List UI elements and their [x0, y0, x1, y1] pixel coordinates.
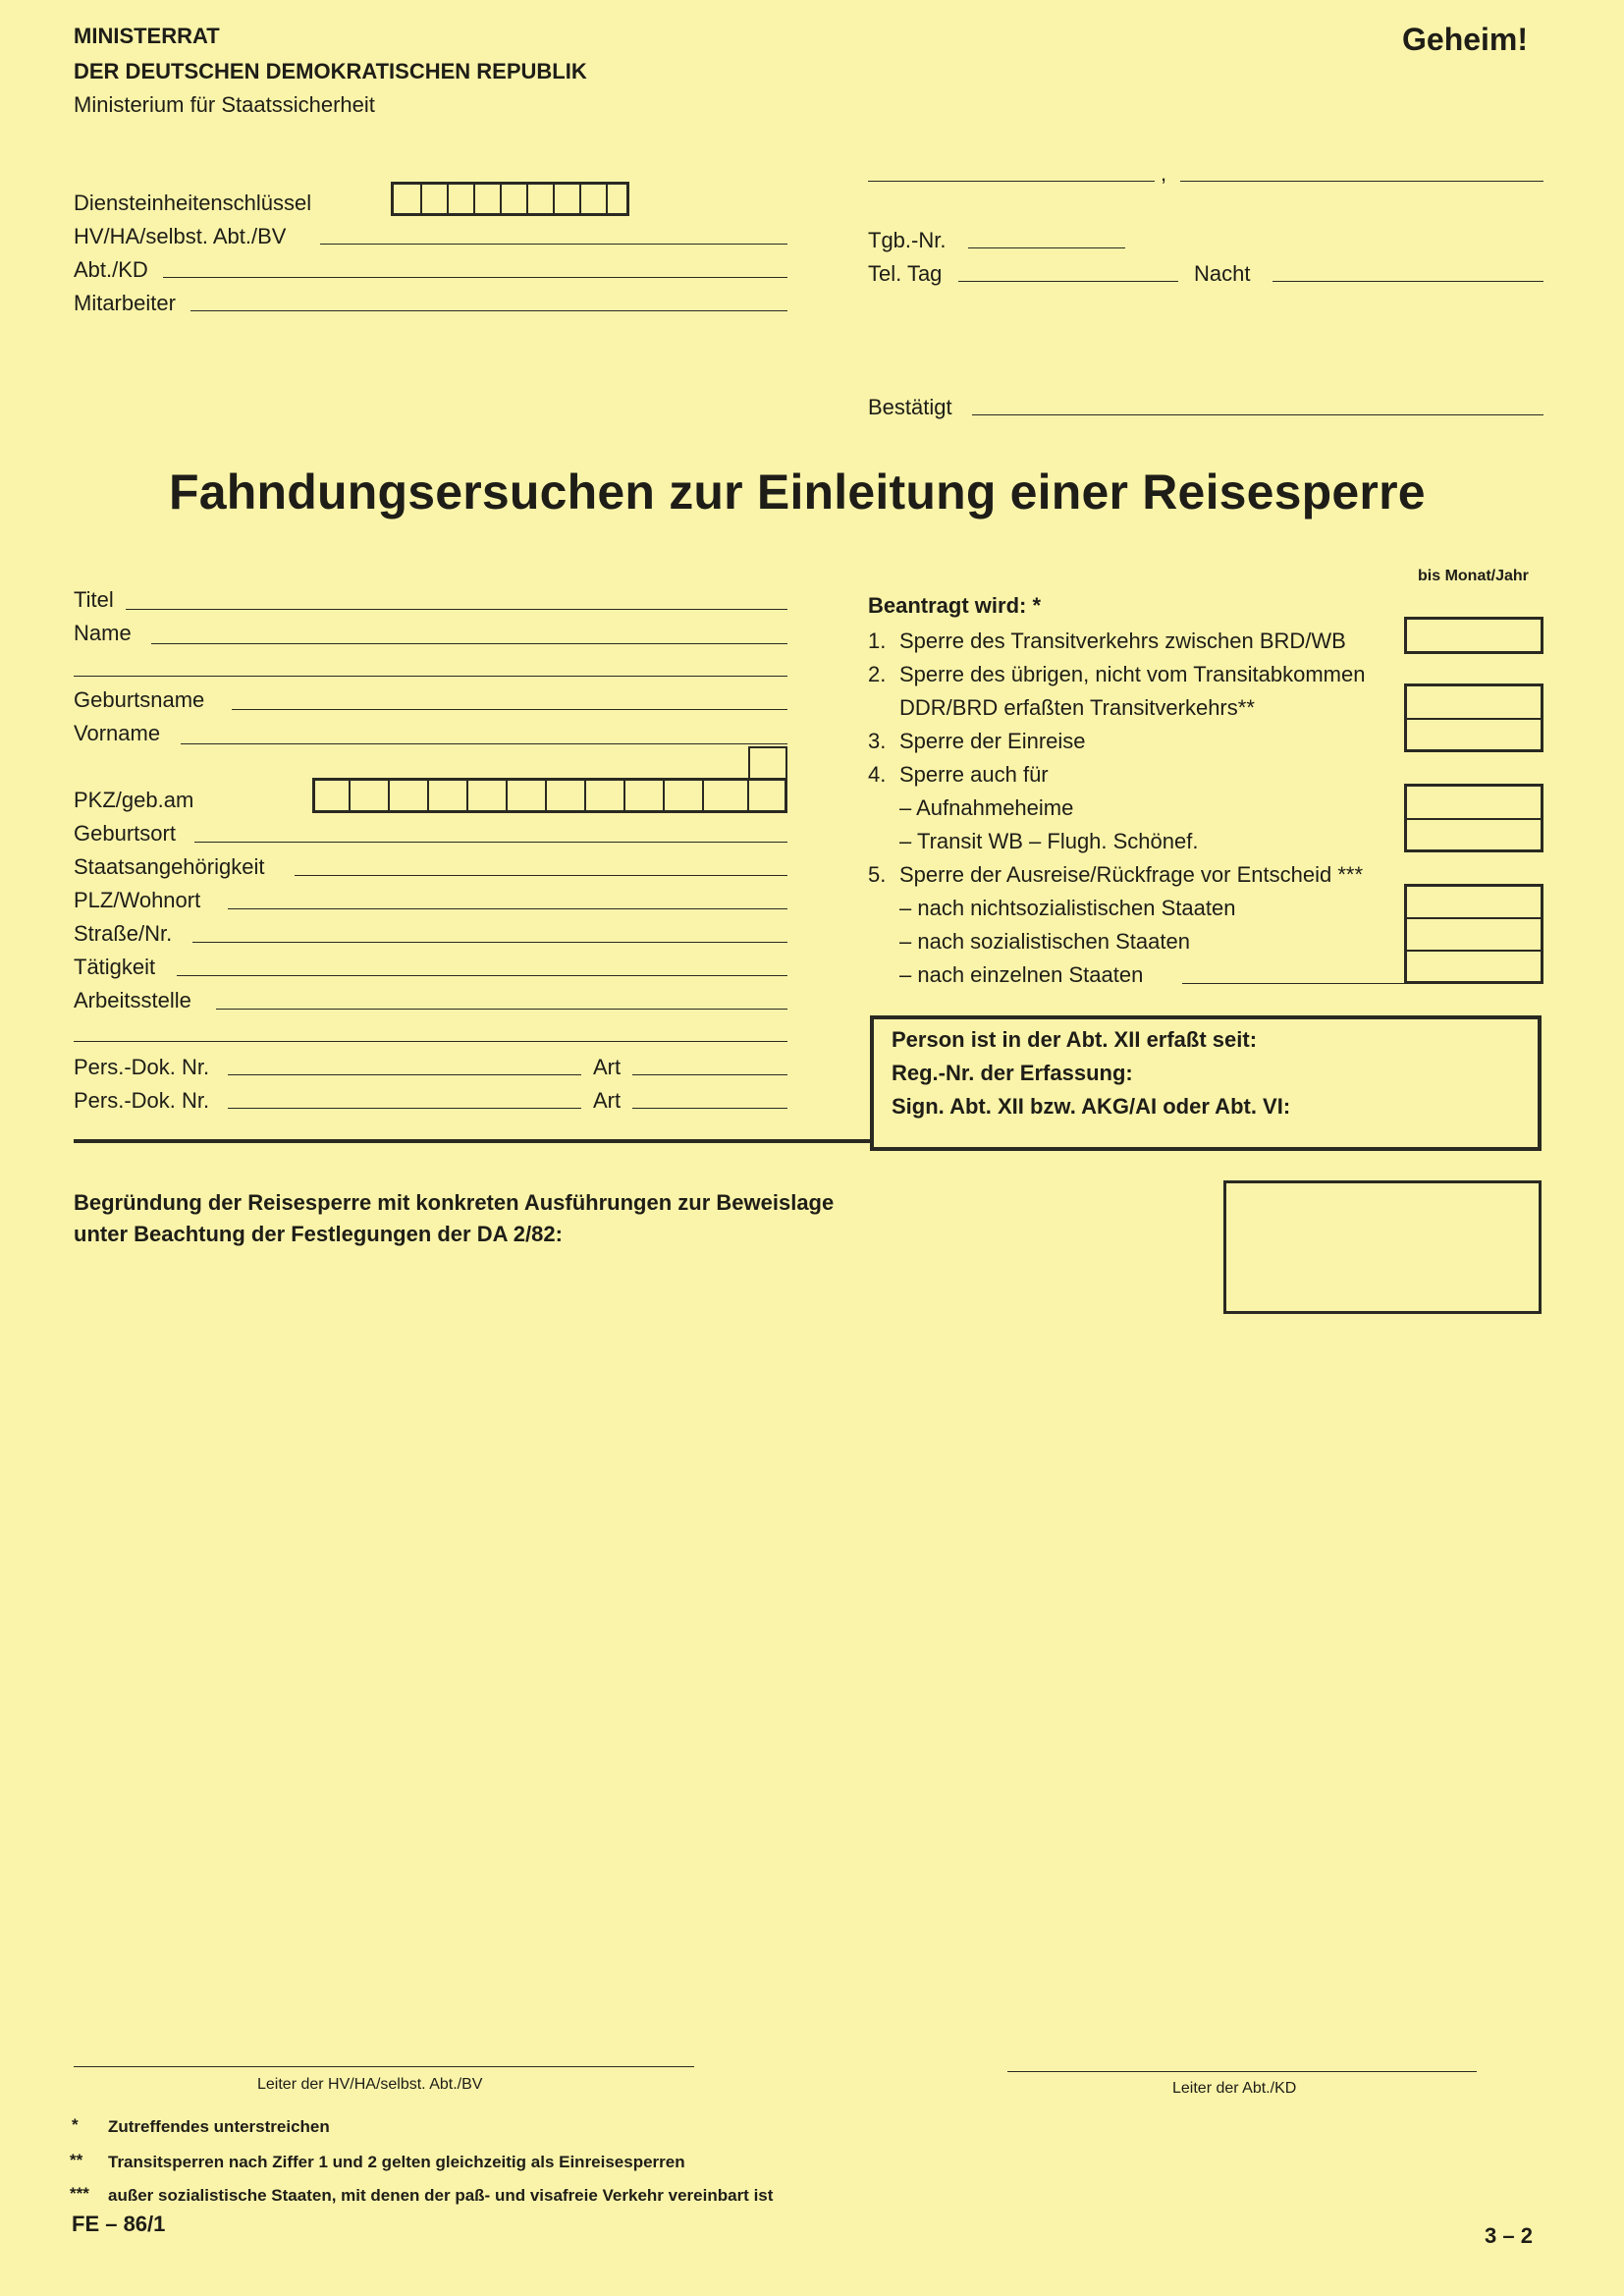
- item2-number: 2.: [868, 662, 887, 686]
- item5c-field[interactable]: [1182, 983, 1404, 984]
- form-title: Fahndungsersuchen zur Einleitung einer Reisesperre: [169, 465, 1426, 519]
- section-divider: [74, 1139, 871, 1143]
- plz-field[interactable]: [228, 908, 787, 909]
- signature-label-right: Leiter der Abt./KD: [1172, 2080, 1297, 2097]
- date-field-1[interactable]: [868, 181, 1155, 182]
- abt-kd-label: Abt./KD: [74, 257, 148, 282]
- comma-mark: ,: [1161, 161, 1167, 186]
- org-line-3: Ministerium für Staatssicherheit: [74, 92, 375, 117]
- item4-number: 4.: [868, 762, 887, 787]
- mitarbeiter-field[interactable]: [190, 310, 787, 311]
- plz-label: PLZ/Wohnort: [74, 888, 201, 912]
- org-line-2: DER DEUTSCHEN DEMOKRATISCHEN REPUBLIK: [74, 59, 587, 83]
- footnote-1-mark: *: [72, 2115, 79, 2134]
- item5c-label[interactable]: – nach einzelnen Staaten: [899, 962, 1144, 987]
- footnote-2: Transitsperren nach Ziffer 1 und 2 gelten gleichzeitig als Einreisesperren: [108, 2153, 685, 2171]
- bis-monat-label: bis Monat/Jahr: [1418, 568, 1529, 584]
- name-field[interactable]: [151, 643, 787, 644]
- classification-label: Geheim!: [1402, 22, 1529, 57]
- geburtsname-label: Geburtsname: [74, 687, 205, 712]
- abt12-line-2: Reg.-Nr. der Erfassung:: [892, 1061, 1133, 1085]
- persdok2-label: Pers.-Dok. Nr.: [74, 1088, 210, 1113]
- signature-label-left: Leiter der HV/HA/selbst. Abt./BV: [257, 2076, 483, 2093]
- persdok1-field[interactable]: [228, 1074, 581, 1075]
- tgb-field[interactable]: [968, 247, 1125, 248]
- form-number: FE – 86/1: [72, 2212, 166, 2236]
- taetigkeit-field[interactable]: [177, 975, 787, 976]
- signature-line-right[interactable]: [1007, 2071, 1477, 2072]
- item5-date-box[interactable]: [1404, 884, 1543, 984]
- footnote-3-mark: ***: [70, 2184, 89, 2203]
- unit-key-label: Diensteinheitenschlüssel: [74, 191, 312, 215]
- strasse-field[interactable]: [192, 942, 787, 943]
- footnote-2-mark: **: [70, 2151, 83, 2169]
- name-field-extra[interactable]: [74, 676, 787, 677]
- date-field-2[interactable]: [1180, 181, 1543, 182]
- vorname-label: Vorname: [74, 721, 161, 745]
- abt-kd-field[interactable]: [163, 277, 787, 278]
- arbeitsstelle-label: Arbeitsstelle: [74, 988, 191, 1012]
- mitarbeiter-label: Mitarbeiter: [74, 291, 176, 315]
- org-line-1: MINISTERRAT: [74, 24, 220, 48]
- abt12-line-3: Sign. Abt. XII bzw. AKG/AI oder Abt. VI:: [892, 1094, 1291, 1119]
- nacht-field[interactable]: [1272, 281, 1543, 282]
- item1-date-box[interactable]: [1404, 617, 1543, 654]
- footnote-3: außer sozialistische Staaten, mit denen der paß- und visafreie Verkehr vereinbart ist: [108, 2186, 774, 2205]
- persdok1-label: Pers.-Dok. Nr.: [74, 1055, 210, 1079]
- staatsangehoerigkeit-field[interactable]: [295, 875, 787, 876]
- abt12-line-1: Person ist in der Abt. XII erfaßt seit:: [892, 1027, 1258, 1052]
- taetigkeit-label: Tätigkeit: [74, 955, 156, 979]
- arbeitsstelle-field-extra[interactable]: [74, 1041, 787, 1042]
- hv-ha-label: HV/HA/selbst. Abt./BV: [74, 224, 287, 248]
- page-code: 3 – 2: [1485, 2223, 1533, 2248]
- item1-label[interactable]: Sperre des Transitverkehrs zwischen BRD/WB: [899, 629, 1346, 653]
- vorname-field[interactable]: [181, 743, 787, 744]
- item5-label: Sperre der Ausreise/Rückfrage vor Entscheid ***: [899, 862, 1364, 887]
- nacht-label: Nacht: [1194, 261, 1251, 286]
- art1-label: Art: [593, 1055, 622, 1079]
- item5a-label[interactable]: – nach nichtsozialistischen Staaten: [899, 896, 1236, 920]
- beantragt-heading: Beantragt wird: *: [868, 593, 1042, 618]
- justification-area[interactable]: [74, 1267, 1542, 2033]
- strasse-label: Straße/Nr.: [74, 921, 173, 946]
- pkz-boxes[interactable]: [312, 778, 787, 813]
- tel-tag-field[interactable]: [958, 281, 1178, 282]
- name-label: Name: [74, 621, 132, 645]
- hv-ha-field[interactable]: [320, 244, 787, 245]
- item2-label-a[interactable]: Sperre des übrigen, nicht vom Transitabkommen: [899, 662, 1366, 686]
- persdok2-field[interactable]: [228, 1108, 581, 1109]
- signature-line-left[interactable]: [74, 2066, 694, 2067]
- geburtsort-label: Geburtsort: [74, 821, 176, 846]
- item3-label[interactable]: Sperre der Einreise: [899, 729, 1086, 753]
- justification-line-2: unter Beachtung der Festlegungen der DA 2/82:: [74, 1222, 563, 1246]
- pkz-label: PKZ/geb.am: [74, 788, 194, 812]
- bestaetigt-label: Bestätigt: [868, 395, 952, 419]
- staatsangehoerigkeit-label: Staatsangehörigkeit: [74, 854, 265, 879]
- art1-field[interactable]: [632, 1074, 787, 1075]
- item4a-label[interactable]: – Aufnahmeheime: [899, 795, 1074, 820]
- abt12-box: [870, 1015, 1542, 1151]
- bestaetigt-field[interactable]: [972, 414, 1543, 415]
- item5b-label[interactable]: – nach sozialistischen Staaten: [899, 929, 1190, 954]
- justification-line-1: Begründung der Reisesperre mit konkreten Ausführungen zur Beweislage: [74, 1190, 835, 1215]
- tel-tag-label: Tel. Tag: [868, 261, 943, 286]
- item5-number: 5.: [868, 862, 887, 887]
- geburtsname-field[interactable]: [232, 709, 787, 710]
- item3-number: 3.: [868, 729, 887, 753]
- item1-number: 1.: [868, 629, 887, 653]
- item4b-label[interactable]: – Transit WB – Flugh. Schönef.: [899, 829, 1199, 853]
- art2-field[interactable]: [632, 1108, 787, 1109]
- item2-label-b[interactable]: DDR/BRD erfaßten Transitverkehrs**: [899, 695, 1255, 720]
- geburtsort-field[interactable]: [194, 842, 787, 843]
- titel-label: Titel: [74, 587, 114, 612]
- unit-key-boxes[interactable]: [391, 182, 629, 216]
- item2-3-date-box[interactable]: [1404, 683, 1543, 752]
- tgb-label: Tgb.-Nr.: [868, 228, 947, 252]
- footnote-1: Zutreffendes unterstreichen: [108, 2117, 330, 2136]
- item4-date-box[interactable]: [1404, 784, 1543, 852]
- arbeitsstelle-field[interactable]: [216, 1009, 787, 1010]
- item4-label: Sperre auch für: [899, 762, 1049, 787]
- art2-label: Art: [593, 1088, 622, 1113]
- titel-field[interactable]: [126, 609, 787, 610]
- vorname-check-box[interactable]: [748, 746, 787, 780]
